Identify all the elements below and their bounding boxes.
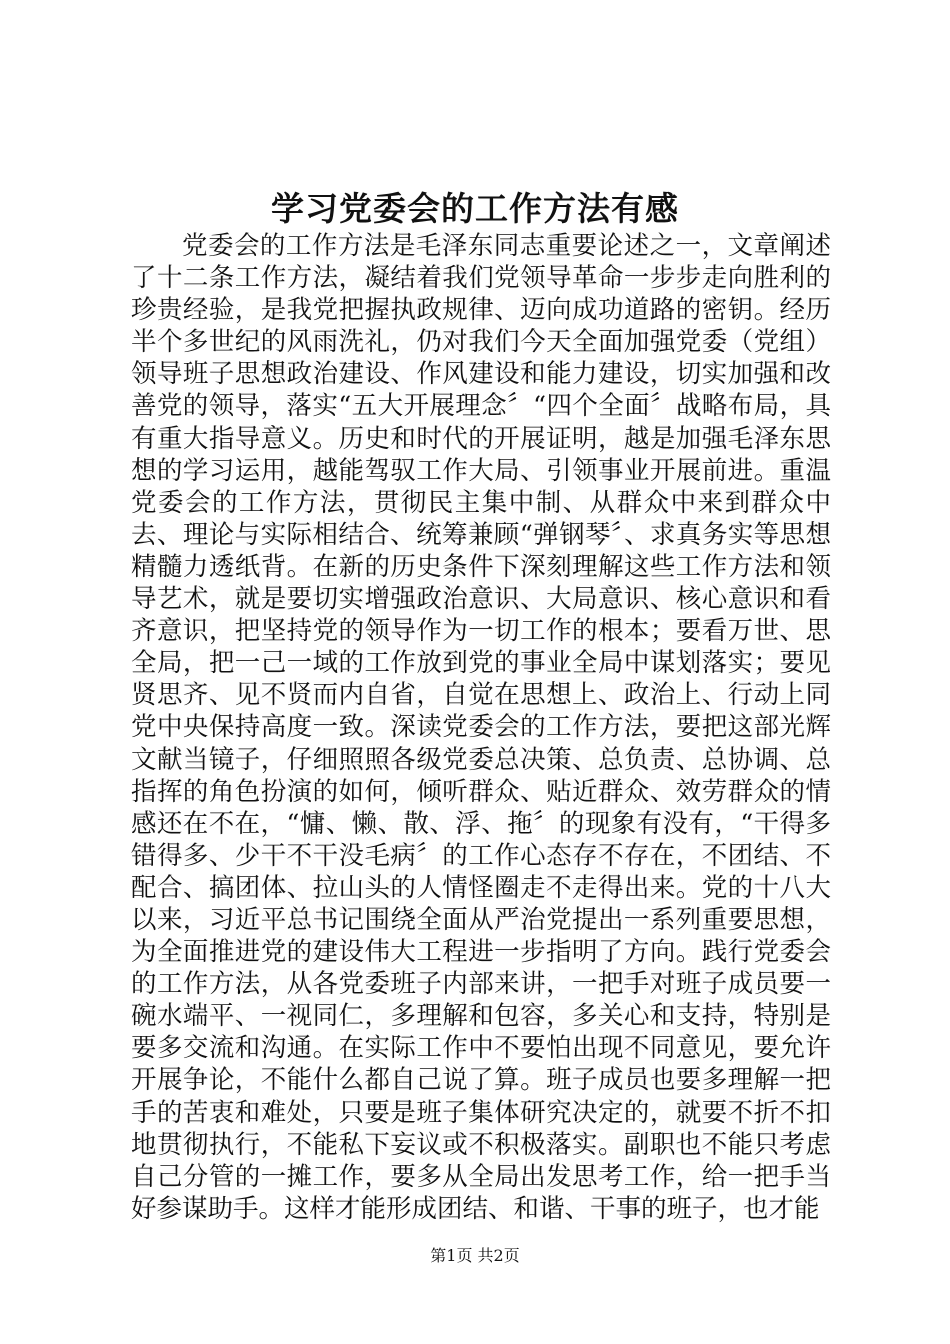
page-footer xyxy=(0,1245,950,1267)
page-number: 第1页 共2页 xyxy=(430,1246,520,1265)
body-paragraph: 党委会的工作方法是毛泽东同志重要论述之一，文章阐述了十二条工作方法，凝结着我们党领导革命一步步走向胜利的珍贵经验，是我党把握执政规律、迈向成功道路的密钥。经历半个多世纪的风雨洗礼，仍对我们今天全面加强党委（党组）领导班子思想政治建设、作风建设和能力建设，切实加强和改善党的领导，落实“五大开展理念〞“四个全面〞战略布局，具有重大指导意义。历史和时代的开展证明，越是加强毛泽东思想的学习运用，越能驾驭工作大局、引领事业开展前进。重温党委会的工作方法，贯彻民主集中制、从群众中来到群众中去、理论与实际相结合、统筹兼顾“弹钢琴〞、求真务实等思想精髓力透纸背。在新的历史条件下深刻理解这些工作方法和领导艺术，就是要切实增强政治意识、大局意识、核心意识和看齐意识，把坚持党的领导作为一切工作的根本；要看万世、思全局，把一己一域的工作放到党的事业全局中谋划落实；要见贤思齐、见不贤而内自省，自觉在思想上、政治上、行动上同党中央保持高度一致。深读党委会的工作方法，要把这部光辉文献当镜子，仔细照照各级党委总决策、总负责、总协调、总指挥的角色扮演的如何，倾听群众、贴近群众、效劳群众的情感还在不在，“慵、懒、散、浮、拖〞的现象有没有，“干得多错得多、少干不干没毛病〞的工作心态存不存在，不团结、不配合、搞团体、拉山头的人情怪圈走不走得出来。党的十八大以来，习近平总书记围绕全面从严治党提出一系列重要思想，为全面推进党的建设伟大工程进一步指明了方向。践行党委会的工作方法，从各党委班子内部来讲，一把手对班子成员要一碗水端平、一视同仁，多理解和包容，多关心和支持，特别是要多交流和沟通。在实际工作中不要怕出现不同意见，要允许开展争论，不能什么都自己说了算。班子成员也要多理解一把手的苦衷和难处，只要是班子集体研究决定的，就要不折不扣地贯彻执行，不能私下妄议或不积极落实。副职也不能只考虑自己分管的一摊工作，要多从全局出发思考工作，给一把手当好参谋助手。这样才能形成团结、和谐、干事的班子，也才能 xyxy=(131,231,831,1224)
document-title: 学习党委会的工作方法有感 xyxy=(271,189,679,228)
